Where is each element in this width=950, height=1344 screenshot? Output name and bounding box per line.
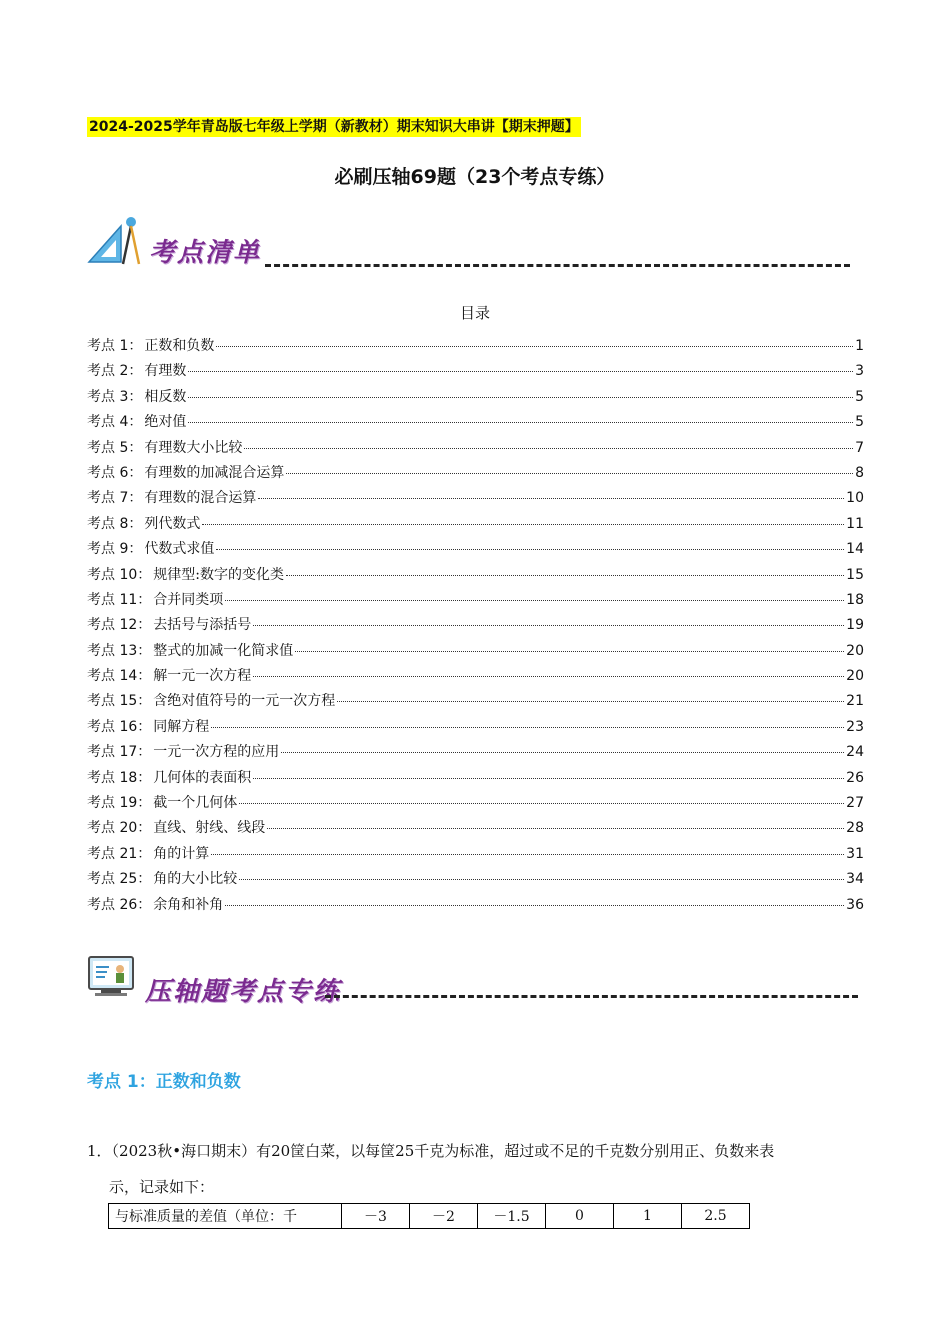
toc-entry-number: 考点 26： xyxy=(87,896,152,913)
toc-entry-text: 一元一次方程的应用 xyxy=(153,744,280,761)
toc-entry-page: 26 xyxy=(846,769,864,786)
table-cell: 2.5 xyxy=(682,1204,750,1229)
toc-entry-page: 8 xyxy=(855,464,864,481)
toc-entry-number: 考点 15： xyxy=(87,693,152,710)
toc-entry-number: 考点 20： xyxy=(87,820,152,837)
toc-leader-dots xyxy=(225,600,844,601)
toc-entry[interactable] xyxy=(87,564,864,589)
toc-leader-dots xyxy=(286,575,844,576)
toc-leader-dots xyxy=(211,854,844,855)
toc-entry[interactable] xyxy=(87,767,864,792)
toc-entry-page: 20 xyxy=(846,642,864,659)
toc-entry-number: 考点 17： xyxy=(87,744,152,761)
toc-entry-number: 考点 14： xyxy=(87,668,152,685)
difference-table xyxy=(108,1203,750,1229)
toc-entry-page: 5 xyxy=(855,388,864,405)
table-cell: 1 xyxy=(614,1204,682,1229)
toc-entry-text: 有理数 xyxy=(144,363,187,380)
toc-entry-number: 考点 1： xyxy=(87,338,143,354)
toc-leader-dots xyxy=(188,397,853,398)
toc-entry-page: 5 xyxy=(855,414,864,431)
toc-entry[interactable] xyxy=(87,843,864,868)
toc-entry[interactable] xyxy=(87,538,864,563)
toc-entry-number: 考点 5： xyxy=(87,439,143,456)
toc-entry-page: 1 xyxy=(855,338,864,354)
toc-entry-text: 余角和补角 xyxy=(153,896,224,913)
toc-entry-page: 7 xyxy=(855,439,864,456)
toc-entry-text: 有理数的加减混合运算 xyxy=(144,464,285,481)
toc-entry-page: 34 xyxy=(846,871,864,888)
toc-entry-number: 考点 8： xyxy=(87,515,143,532)
toc-entry[interactable] xyxy=(87,614,864,639)
toc-entry-text: 相反数 xyxy=(144,388,187,405)
toc-entry-text: 角的计算 xyxy=(153,845,210,862)
table-cell: －3 xyxy=(342,1204,410,1229)
toc-entry-text: 列代数式 xyxy=(144,515,201,532)
toc-entry-number: 考点 18： xyxy=(87,769,152,786)
toc-entry-number: 考点 2： xyxy=(87,363,143,380)
section-label-practice: 压轴题考点专练 xyxy=(145,977,342,1007)
toc-entry[interactable] xyxy=(87,665,864,690)
toc-entry-page: 3 xyxy=(855,363,864,380)
toc-entry-page: 28 xyxy=(846,820,864,837)
question-1 xyxy=(87,1133,867,1205)
toc-leader-dots xyxy=(286,473,853,474)
toc-entry-number: 考点 16： xyxy=(87,718,152,735)
toc-entry-page: 18 xyxy=(846,591,864,608)
table-header-cell: 与标准质量的差值（单位：千 xyxy=(109,1204,342,1229)
ruler-compass-icon xyxy=(87,212,147,267)
question-1-line2: 示，记录如下： xyxy=(109,1178,215,1196)
toc-leader-dots xyxy=(253,778,844,779)
toc-leader-dots xyxy=(202,524,844,525)
toc-entry-text: 截一个几何体 xyxy=(153,795,238,812)
toc-entry[interactable] xyxy=(87,792,864,817)
toc-leader-dots xyxy=(295,651,844,652)
toc-entry-text: 几何体的表面积 xyxy=(153,769,252,786)
table-cell: －2 xyxy=(410,1204,478,1229)
toc-entry-page: 24 xyxy=(846,744,864,761)
toc-leader-dots xyxy=(239,879,844,880)
toc-leader-dots xyxy=(211,727,844,728)
toc-entry-number: 考点 13： xyxy=(87,642,152,659)
toc-entry-text: 去括号与添括号 xyxy=(153,617,252,634)
toc-entry-number: 考点 9： xyxy=(87,541,143,558)
toc-entry-text: 代数式求值 xyxy=(144,541,215,558)
section-header-practice xyxy=(87,955,867,1015)
toc-entry-page: 27 xyxy=(846,795,864,812)
toc-entry-page: 31 xyxy=(846,845,864,862)
toc-entry[interactable] xyxy=(87,487,864,512)
toc-entry-text: 同解方程 xyxy=(153,718,210,735)
toc-entry[interactable] xyxy=(87,411,864,436)
toc-leader-dots xyxy=(253,625,844,626)
toc-leader-dots xyxy=(253,676,844,677)
whiteboard-teacher-icon xyxy=(87,955,137,1003)
toc-entry[interactable] xyxy=(87,335,864,360)
toc-entry-text: 整式的加减一化简求值 xyxy=(153,642,294,659)
toc-leader-dots xyxy=(216,346,853,347)
toc-entry[interactable] xyxy=(87,741,864,766)
toc-title: 目录 xyxy=(459,304,490,322)
toc-entry-page: 15 xyxy=(846,566,864,583)
document-banner: 2024-2025学年青岛版七年级上学期（新教材）期末知识大串讲【期末押题】 xyxy=(89,119,579,135)
toc-entry-page: 36 xyxy=(846,896,864,913)
toc-entry-page: 23 xyxy=(846,718,864,735)
toc-entry-text: 解一元一次方程 xyxy=(153,668,252,685)
toc-entry-text: 合并同类项 xyxy=(153,591,224,608)
toc-leader-dots xyxy=(188,422,853,423)
toc-entry-number: 考点 12： xyxy=(87,617,152,634)
toc-entry-number: 考点 4： xyxy=(87,414,143,431)
toc-entry[interactable] xyxy=(87,817,864,842)
toc-entry-number: 考点 11： xyxy=(87,591,152,608)
toc-entry[interactable] xyxy=(87,894,864,919)
table-cell: 0 xyxy=(546,1204,614,1229)
toc-entry-page: 11 xyxy=(846,515,864,532)
toc-entry-number: 考点 21： xyxy=(87,845,152,862)
toc-entry-text: 有理数大小比较 xyxy=(144,439,243,456)
toc-leader-dots xyxy=(188,371,853,372)
toc-entry[interactable] xyxy=(87,437,864,462)
toc-entry-text: 正数和负数 xyxy=(144,338,215,354)
toc-entry-number: 考点 10： xyxy=(87,566,152,583)
toc-entry-text: 角的大小比较 xyxy=(153,871,238,888)
toc-entry[interactable] xyxy=(87,589,864,614)
toc-entry-page: 10 xyxy=(846,490,864,507)
table-of-contents xyxy=(87,335,864,919)
toc-entry[interactable] xyxy=(87,640,864,665)
toc-entry-page: 21 xyxy=(846,693,864,710)
toc-entry-number: 考点 6： xyxy=(87,464,143,481)
toc-entry[interactable] xyxy=(87,386,864,411)
section-dash-line xyxy=(325,995,858,998)
section-header-checklist xyxy=(87,212,867,272)
toc-entry-page: 14 xyxy=(846,541,864,558)
toc-entry[interactable] xyxy=(87,513,864,538)
table-cell: －1.5 xyxy=(478,1204,546,1229)
kp1-title: 考点 1：正数和负数 xyxy=(87,1072,241,1092)
toc-entry[interactable] xyxy=(87,716,864,741)
toc-entry-text: 有理数的混合运算 xyxy=(144,490,257,507)
toc-leader-dots xyxy=(225,905,844,906)
toc-entry-text: 直线、射线、线段 xyxy=(153,820,266,837)
toc-entry-text: 规律型:数字的变化类 xyxy=(153,566,284,583)
section-dash-line xyxy=(265,264,850,267)
toc-entry-page: 19 xyxy=(846,617,864,634)
toc-leader-dots xyxy=(244,448,853,449)
toc-entry-number: 考点 7： xyxy=(87,490,143,507)
toc-leader-dots xyxy=(216,549,844,550)
toc-entry[interactable] xyxy=(87,462,864,487)
table-row xyxy=(109,1204,750,1229)
toc-leader-dots xyxy=(281,752,844,753)
toc-entry-text: 绝对值 xyxy=(144,414,187,431)
toc-entry[interactable] xyxy=(87,360,864,385)
toc-leader-dots xyxy=(267,828,844,829)
section-label-checklist: 考点清单 xyxy=(149,238,262,268)
toc-leader-dots xyxy=(239,803,844,804)
toc-leader-dots xyxy=(258,498,844,499)
toc-entry[interactable] xyxy=(87,690,864,715)
toc-entry-number: 考点 25： xyxy=(87,871,152,888)
toc-entry-number: 考点 19： xyxy=(87,795,152,812)
toc-leader-dots xyxy=(337,701,844,702)
document-title: 必刷压轴69题（23个考点专练） xyxy=(334,166,616,188)
toc-entry-number: 考点 3： xyxy=(87,388,143,405)
toc-entry[interactable] xyxy=(87,868,864,893)
toc-entry-text: 含绝对值符号的一元一次方程 xyxy=(153,693,336,710)
toc-entry-page: 20 xyxy=(846,668,864,685)
question-1-line1: 1．（2023秋•海口期末）有20筐白菜，以每筐25千克为标准，超过或不足的千克数分别用正、负数来表 xyxy=(87,1142,775,1160)
